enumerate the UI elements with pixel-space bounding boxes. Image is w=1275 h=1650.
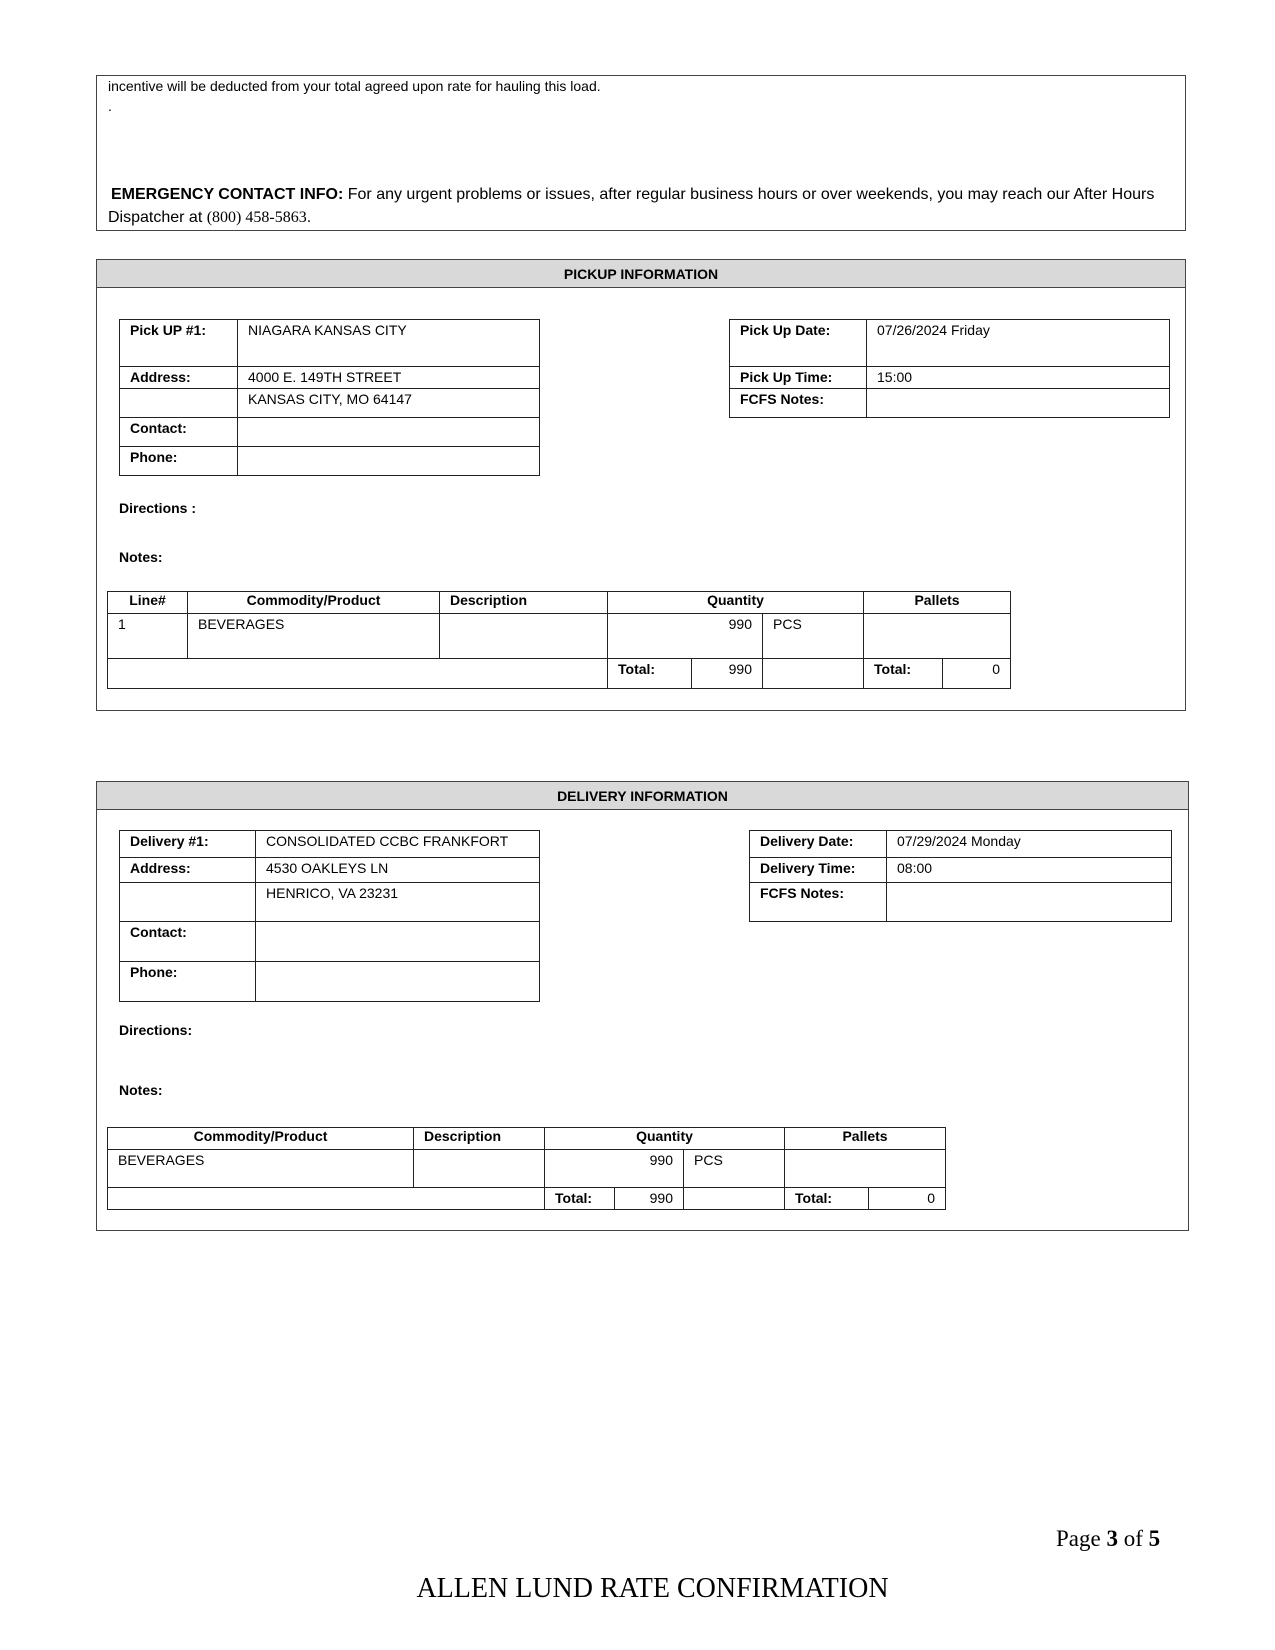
delivery-label: Delivery #1:	[120, 831, 256, 858]
incentive-text: incentive will be deducted from your total agreed upon rate for hauling this load.	[108, 78, 601, 94]
page-mid: of	[1117, 1526, 1149, 1551]
pickup-time-label: Pick Up Time:	[730, 367, 867, 389]
emergency-end: .	[306, 209, 312, 226]
pickup-header: PICKUP INFORMATION	[97, 260, 1185, 288]
delivery-col-commodity: Commodity/Product	[108, 1128, 414, 1150]
pickup-row-qty: 990	[608, 614, 763, 659]
delivery-col-quantity: Quantity	[545, 1128, 785, 1150]
delivery-total-blank	[108, 1188, 545, 1210]
pickup-row-pallets	[864, 614, 1011, 659]
delivery-qty-total: 990	[615, 1188, 684, 1210]
emergency-body: For any urgent problems or issues, after regular business hours or over weekends, you may reach our After Hours Dispatcher at	[108, 186, 1155, 226]
delivery-row-description	[414, 1150, 545, 1188]
delivery-date-label: Delivery Date:	[750, 831, 887, 858]
pickup-col-commodity: Commodity/Product	[188, 592, 440, 614]
delivery-directions-label: Directions:	[119, 1022, 193, 1038]
delivery-items-table	[107, 1127, 946, 1210]
pickup-name: NIAGARA KANSAS CITY	[238, 320, 540, 367]
delivery-fcfs-label: FCFS Notes:	[750, 883, 887, 922]
delivery-schedule-table	[749, 830, 1172, 922]
delivery-notes-label: Notes:	[119, 1082, 163, 1098]
page-number	[1056, 1526, 1160, 1552]
pickup-contact-value	[238, 418, 540, 447]
delivery-fcfs-value	[887, 883, 1172, 922]
delivery-address-label: Address:	[120, 858, 256, 883]
pickup-total-blank	[108, 659, 608, 689]
delivery-col-description: Description	[414, 1128, 545, 1150]
pickup-schedule-table	[729, 319, 1170, 418]
delivery-phone-label: Phone:	[120, 962, 256, 1002]
delivery-row-unit: PCS	[684, 1150, 785, 1188]
delivery-name: CONSOLIDATED CCBC FRANKFORT	[256, 831, 540, 858]
pickup-row-unit: PCS	[763, 614, 864, 659]
page-total: 5	[1148, 1526, 1161, 1551]
pickup-address-label: Address:	[120, 367, 238, 389]
delivery-address-line1: 4530 OAKLEYS LN	[256, 858, 540, 883]
pickup-qty-total: 990	[692, 659, 763, 689]
top-note-box	[96, 75, 1186, 231]
delivery-section	[96, 781, 1189, 1231]
pickup-fcfs-value	[867, 389, 1170, 418]
pickup-col-line: Line#	[108, 592, 188, 614]
pickup-address-blank	[120, 389, 238, 418]
pickup-date-label: Pick Up Date:	[730, 320, 867, 367]
table-row	[108, 1150, 946, 1188]
pickup-phone-value	[238, 447, 540, 476]
delivery-date-value: 07/29/2024 Monday	[887, 831, 1172, 858]
pickup-row-line: 1	[108, 614, 188, 659]
pickup-row-commodity: BEVERAGES	[188, 614, 440, 659]
delivery-col-pallets: Pallets	[785, 1128, 946, 1150]
pickup-items-table	[107, 591, 1011, 689]
delivery-row-commodity: BEVERAGES	[108, 1150, 414, 1188]
pickup-pallets-total-label: Total:	[864, 659, 943, 689]
pickup-notes-label: Notes:	[119, 549, 163, 565]
pickup-date-value: 07/26/2024 Friday	[867, 320, 1170, 367]
dot-text: .	[108, 98, 112, 114]
pickup-unit-total-blank	[763, 659, 864, 689]
emergency-phone: (800) 458-5863	[206, 209, 307, 226]
pickup-address-line2: KANSAS CITY, MO 64147	[238, 389, 540, 418]
delivery-header: DELIVERY INFORMATION	[97, 782, 1188, 810]
delivery-row-pallets	[785, 1150, 946, 1188]
pickup-col-pallets: Pallets	[864, 592, 1011, 614]
delivery-row-qty: 990	[545, 1150, 684, 1188]
delivery-contact-label: Contact:	[120, 922, 256, 962]
pickup-col-quantity: Quantity	[608, 592, 864, 614]
delivery-qty-total-label: Total:	[545, 1188, 615, 1210]
delivery-pallets-total: 0	[869, 1188, 946, 1210]
delivery-time-value: 08:00	[887, 858, 1172, 883]
delivery-address-blank	[120, 883, 256, 922]
delivery-contact-value	[256, 922, 540, 962]
pickup-row-description	[440, 614, 608, 659]
pickup-directions-label: Directions :	[119, 500, 197, 516]
pickup-phone-label: Phone:	[120, 447, 238, 476]
emergency-contact-text	[108, 183, 1178, 229]
pickup-qty-total-label: Total:	[608, 659, 692, 689]
delivery-address-line2: HENRICO, VA 23231	[256, 883, 540, 922]
pickup-fcfs-label: FCFS Notes:	[730, 389, 867, 418]
page-current: 3	[1106, 1526, 1118, 1551]
pickup-section	[96, 259, 1186, 711]
delivery-unit-total-blank	[684, 1188, 785, 1210]
pickup-label: Pick UP #1:	[120, 320, 238, 367]
pickup-address-line1: 4000 E. 149TH STREET	[238, 367, 540, 389]
delivery-pallets-total-label: Total:	[785, 1188, 869, 1210]
delivery-phone-value	[256, 962, 540, 1002]
document-title: ALLEN LUND RATE CONFIRMATION	[416, 1573, 889, 1604]
pickup-time-value: 15:00	[867, 367, 1170, 389]
emergency-label: EMERGENCY CONTACT INFO:	[111, 186, 344, 203]
pickup-location-table	[119, 319, 540, 476]
delivery-location-table	[119, 830, 540, 1002]
page-prefix: Page	[1056, 1526, 1107, 1551]
pickup-col-description: Description	[440, 592, 608, 614]
pickup-contact-label: Contact:	[120, 418, 238, 447]
table-row	[108, 614, 1011, 659]
pickup-pallets-total: 0	[943, 659, 1011, 689]
delivery-time-label: Delivery Time:	[750, 858, 887, 883]
